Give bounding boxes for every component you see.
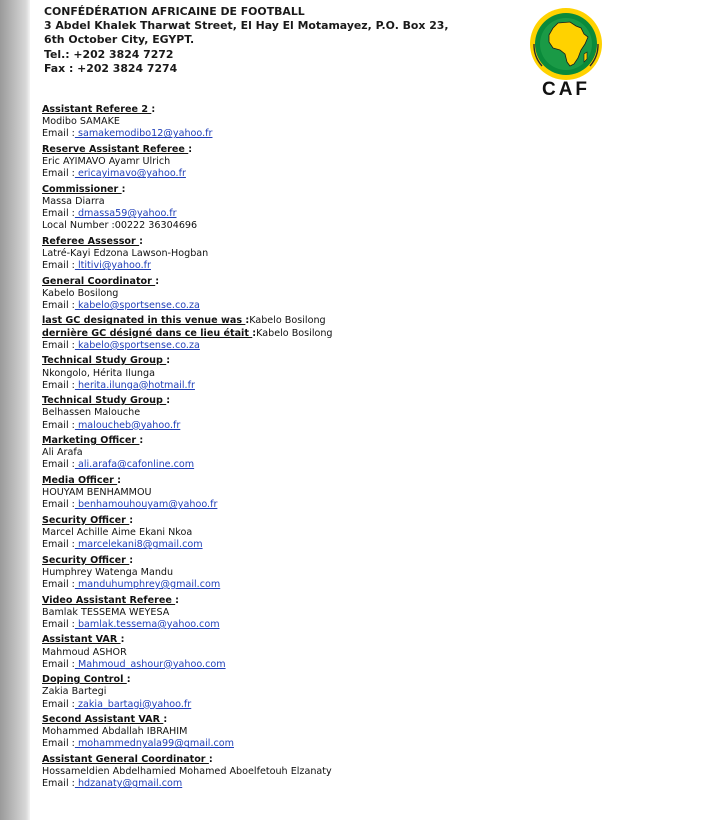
logo-text: CAF xyxy=(541,79,591,100)
email-label: Email : xyxy=(42,168,75,180)
role-title: Doping Control xyxy=(42,674,127,686)
email-line xyxy=(42,300,602,312)
official-entry xyxy=(42,475,602,512)
official-entry xyxy=(42,754,602,791)
official-name: HOUYAM BENHAMMOU xyxy=(42,487,152,499)
email-label: Email : xyxy=(42,128,75,140)
email-link[interactable]: ali.arafa@cafonline.com xyxy=(74,459,195,471)
last-gc-fr-label: dernière GC désigné dans ce lieu était xyxy=(42,327,253,339)
email-link[interactable]: zakia_bartagi@yahoo.fr xyxy=(74,698,192,710)
email-line xyxy=(42,778,602,790)
role-title: Referee Assessor xyxy=(42,235,140,247)
official-entry xyxy=(42,435,602,472)
document-page xyxy=(30,0,720,820)
email-line xyxy=(42,659,602,671)
official-entry xyxy=(42,634,602,671)
email-label: Email : xyxy=(42,499,75,511)
role-title: Assistant Referee 2 xyxy=(42,104,152,115)
email-line xyxy=(42,619,602,631)
last-gc-en-line: last GC designated in this venue was :Kabelo Bosilong xyxy=(42,315,326,327)
role-line: Reserve Assistant Referee : xyxy=(42,143,193,155)
official-entry xyxy=(42,355,602,392)
official-name: Ali Arafa xyxy=(42,447,83,459)
email-label: Email : xyxy=(42,419,75,431)
official-name: Mahmoud ASHOR xyxy=(42,646,127,658)
last-gc-email-line xyxy=(42,340,602,352)
letterhead xyxy=(44,5,449,76)
role-line: Commissioner : xyxy=(42,183,126,195)
email-label: Email : xyxy=(42,618,75,630)
email-line xyxy=(42,738,602,750)
email-link[interactable]: marcelekani8@gmail.com xyxy=(74,539,203,551)
page-shadow-edge xyxy=(0,0,30,820)
email-line xyxy=(42,420,602,432)
email-line xyxy=(42,459,602,471)
fax-line: Fax : +202 3824 7274 xyxy=(44,61,178,75)
caf-logo xyxy=(518,4,614,100)
email-link[interactable]: kabelo@sportsense.co.za xyxy=(74,339,200,351)
address-line: 3 Abdel Khalek Tharwat Street, El Hay El Motamayez, P.O. Box 23, xyxy=(44,19,449,33)
tel-line: Tel.: +202 3824 7272 xyxy=(44,47,174,61)
role-title: Marketing Officer xyxy=(42,435,140,447)
email-label: Email : xyxy=(42,300,75,311)
role-line: Media Officer : xyxy=(42,474,121,486)
email-link[interactable]: herita.ilunga@hotmail.fr xyxy=(74,379,195,391)
email-line xyxy=(42,208,602,220)
email-link[interactable]: benhamouhouyam@yahoo.fr xyxy=(74,499,218,511)
role-line: Second Assistant VAR : xyxy=(42,714,168,726)
role-line: Video Assistant Referee : xyxy=(42,594,180,606)
role-title: Technical Study Group xyxy=(42,355,167,367)
email-line xyxy=(42,128,602,140)
official-name: Latré-Kayi Edzona Lawson-Hogban xyxy=(42,247,209,259)
official-entry xyxy=(42,184,602,233)
last-gc-en-value: Kabelo Bosilong xyxy=(249,315,326,327)
role-line: Security Officer : xyxy=(42,554,134,566)
role-title: Commissioner xyxy=(42,183,122,195)
official-name: Nkongolo, Hérita Ilunga xyxy=(42,367,155,379)
email-line xyxy=(42,380,602,392)
role-line: Marketing Officer : xyxy=(42,435,144,447)
official-name: Eric AYIMAVO Ayamr Ulrich xyxy=(42,156,171,168)
official-name: Zakia Bartegi xyxy=(42,686,107,698)
email-label: Email : xyxy=(42,579,75,591)
role-title: Security Officer xyxy=(42,554,130,566)
role-line: Assistant General Coordinator : xyxy=(42,753,213,765)
city-line: 6th October City, EGYPT. xyxy=(44,33,195,47)
email-link[interactable]: mohammednyala99@gmail.com xyxy=(74,738,234,750)
email-link[interactable]: bamlak.tessema@yahoo.com xyxy=(74,618,220,630)
official-entry xyxy=(42,276,602,313)
official-name: Mohammed Abdallah IBRAHIM xyxy=(42,726,188,738)
official-name: Marcel Achille Aime Ekani Nkoa xyxy=(42,526,193,538)
official-name: Bamlak TESSEMA WEYESA xyxy=(42,606,170,618)
role-line: Referee Assessor : xyxy=(42,235,143,247)
role-title: Second Assistant VAR xyxy=(42,714,164,726)
official-entry xyxy=(42,595,602,632)
email-label: Email : xyxy=(42,208,75,220)
role-title: Video Assistant Referee xyxy=(42,594,176,606)
role-line: Security Officer : xyxy=(42,514,134,526)
official-name: Humphrey Watenga Mandu xyxy=(42,566,174,578)
email-line xyxy=(42,539,602,551)
role-line: General Coordinator : xyxy=(42,275,160,287)
email-label: Email : xyxy=(42,778,75,790)
email-link[interactable]: ericayimavo@yahoo.fr xyxy=(74,168,186,180)
last-gc-fr-value: Kabelo Bosilong xyxy=(256,327,333,339)
role-line: Doping Control : xyxy=(42,674,131,686)
email-line xyxy=(42,699,602,711)
email-link[interactable]: samakemodibo12@yahoo.fr xyxy=(74,128,213,140)
email-line xyxy=(42,579,602,591)
officials-group-1 xyxy=(42,104,602,312)
official-name: Kabelo Bosilong xyxy=(42,287,119,299)
email-label: Email : xyxy=(42,260,75,272)
role-title: General Coordinator xyxy=(42,275,156,287)
official-name: Hossameldien Abdelhamied Mohamed Aboelfetouh Elzanaty xyxy=(42,766,332,778)
official-entry xyxy=(42,236,602,273)
email-link[interactable]: hdzanaty@gmail.com xyxy=(74,778,183,790)
email-link[interactable]: maloucheb@yahoo.fr xyxy=(74,419,181,431)
local-number: Local Number :00222 36304696 xyxy=(42,220,198,232)
email-label: Email : xyxy=(42,698,75,710)
official-entry xyxy=(42,515,602,552)
official-entry xyxy=(42,555,602,592)
email-link[interactable]: Mahmoud_ashour@yahoo.com xyxy=(74,658,226,670)
role-title: Assistant VAR xyxy=(42,634,121,646)
email-line xyxy=(42,260,602,272)
role-title: Technical Study Group xyxy=(42,395,167,407)
email-label: Email : xyxy=(42,459,75,471)
role-title: Security Officer xyxy=(42,514,130,526)
last-gc-block xyxy=(42,315,602,352)
last-gc-en-label: last GC designated in this venue was xyxy=(42,315,246,327)
email-link[interactable]: manduhumphrey@gmail.com xyxy=(74,579,221,591)
role-title: Reserve Assistant Referee xyxy=(42,143,189,155)
official-entry xyxy=(42,395,602,432)
role-title: Media Officer xyxy=(42,474,118,486)
official-name: Modibo SAMAKE xyxy=(42,116,120,128)
official-name: Massa Diarra xyxy=(42,195,105,207)
role-title: Assistant General Coordinator xyxy=(42,753,209,765)
official-entry xyxy=(42,144,602,181)
officials-group-2 xyxy=(42,355,602,790)
official-name: Belhassen Malouche xyxy=(42,407,141,419)
last-gc-fr-line: dernière GC désigné dans ce lieu était :Kabelo Bosilong xyxy=(42,327,333,339)
role-line: Technical Study Group : xyxy=(42,395,171,407)
role-line: Assistant VAR : xyxy=(42,634,125,646)
email-link[interactable]: dmassa59@yahoo.fr xyxy=(74,208,177,220)
contact-list xyxy=(42,104,602,794)
org-name: CONFÉDÉRATION AFRICAINE DE FOOTBALL xyxy=(44,5,305,18)
role-line: Assistant Referee 2 : xyxy=(42,104,156,115)
email-link[interactable]: kabelo@sportsense.co.za xyxy=(74,300,200,311)
email-label: Email : xyxy=(42,339,75,351)
email-label: Email : xyxy=(42,738,75,750)
role-line: Technical Study Group : xyxy=(42,355,171,367)
email-label: Email : xyxy=(42,379,75,391)
official-entry xyxy=(42,674,602,711)
official-entry xyxy=(42,104,602,141)
email-line xyxy=(42,499,602,511)
email-line xyxy=(42,168,602,180)
email-link[interactable]: ltitivi@yahoo.fr xyxy=(74,260,151,272)
email-label: Email : xyxy=(42,539,75,551)
email-label: Email : xyxy=(42,658,75,670)
official-entry xyxy=(42,714,602,751)
